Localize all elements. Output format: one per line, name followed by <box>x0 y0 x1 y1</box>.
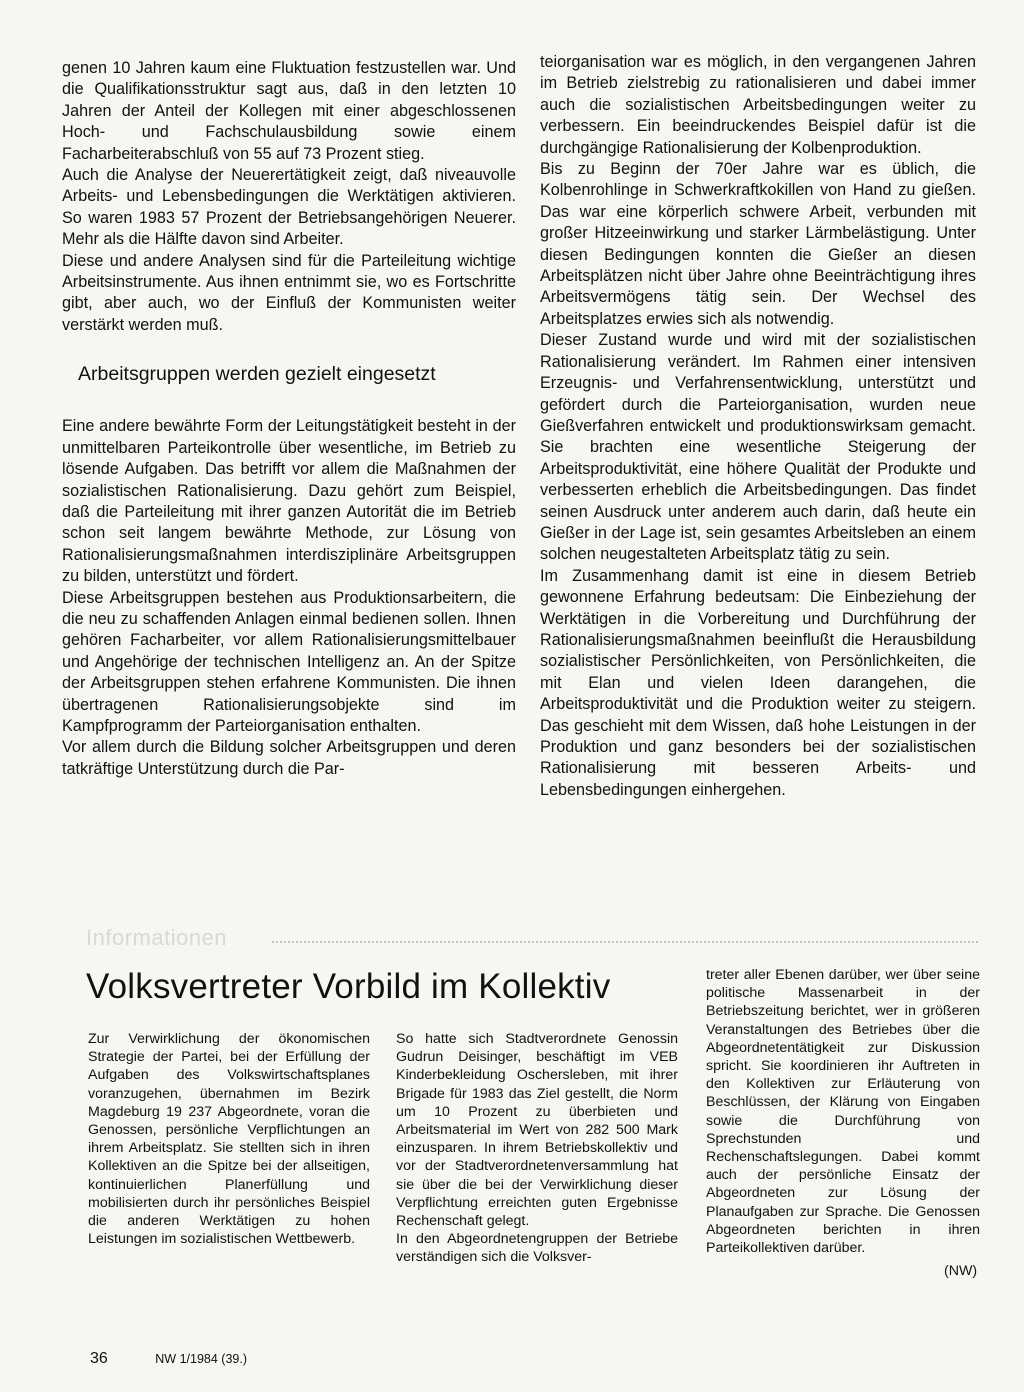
paragraph: Vor allem durch die Bildung solcher Arbeitsgruppen und deren tatkräftige Unterstützung durch die Par- <box>62 738 516 778</box>
paragraph: Dieser Zustand wurde und wird mit der sozialistischen Rationalisierung verändert. Im Rahmen einer intensiven Erzeugnis- und Verfahrensentwicklung, unterstützt und gefördert durch die Parteiorganisation, wurden neue Gießverfahren entwickelt und produktionswirksam gemacht. Sie brachten eine wesentliche Steigerung der Arbeitsproduktivität, eine höhere Qualität der Produkte und verbesserten erheblich die Arbeitsbedingungen. Das findet seinen Ausdruck unter anderem auch darin, daß heute ein Gießer in der Lage ist, sein gesamtes Arbeitsleben an einem solchen neugestalteten Arbeitsplatz tätig zu sein. <box>540 331 976 564</box>
paragraph: So hatte sich Stadtverordnete Genossin Gudrun Deisinger, beschäftigt im VEB Kinderbekleidung Oschersleben, mit ihrer Brigade für 1983 das Ziel gestellt, die Norm um 10 Prozent zu überbieten und Arbeitsmaterial im Wert von 282 500 Mark einzusparen. In ihrem Betriebskollektiv und vor der Stadtverordnetenversammlung hat sie über die bei der Verwirklichung dieser Verpflichtung erreichten guten Ergebnisse Rechenschaft gelegt. <box>396 1031 678 1230</box>
info-column-1 <box>88 1030 370 1248</box>
issue-reference: NW 1/1984 (39.) <box>155 1352 247 1366</box>
author-signature: (NW) <box>944 1263 978 1279</box>
dotted-divider <box>272 941 978 943</box>
paragraph: Auch die Analyse der Neuerertätigkeit zeigt, daß niveauvolle Arbeits- und Lebensbedingungen die Werktätigen aktivieren. So waren 1983 57 Prozent der Betriebsangehörigen Neuerer. Mehr als die Hälfte davon sind Arbeiter. <box>62 166 516 249</box>
paragraph: treter aller Ebenen darüber, wer über seine politische Massenarbeit in der Betriebszeitung berichtet, wer in größeren Veranstaltungen des Betriebes über die Abgeordnetentätigkeit zur Diskussion spricht. Sie koordinieren ihr Auftreten in den Kollektiven zur Erläuterung von Beschlüssen, der Klärung von Eingaben sowie die Durchführung von Sprechstunden und Rechenschaftslegungen. Dabei kommt auch der persönliche Einsatz der Abgeordneten zur Lösung der Planaufgaben zur Sprache. Die Genossen Abgeordneten berichten in ihren Parteikollektiven darüber. <box>706 967 980 1257</box>
paragraph: Zur Verwirklichung der ökonomischen Strategie der Partei, bei der Erfüllung der Aufgaben des Volkswirtschaftsplanes voranzugehen, übernahmen im Bezirk Magdeburg 19 237 Abgeordnete, voran die Genossen, persönliche Verpflichtungen an ihrem Arbeitsplatz. Sie stellten sich in ihren Kollektiven an die Spitze bei der allseitigen, kontinuierlichen Planerfüllung und mobilisierten durch ihr persönliches Beispiel die anderen Werktätigen zu hohen Leistungen im sozialistischen Wettbewerb. <box>88 1031 370 1248</box>
paragraph: genen 10 Jahren kaum eine Fluktuation festzustellen war. Und die Qualifikationsstruktur sagt aus, daß in den letzten 10 Jahren der Anteil der Kollegen mit einer abgeschlossenen Hoch- und Fachschulausbildung sowie einem Facharbeiterabschluß von 55 auf 73 Prozent stieg. <box>62 59 516 163</box>
paragraph: Diese Arbeitsgruppen bestehen aus Produktionsarbeitern, die die neu zu schaffenden Anlagen einmal bedienen sollen. Ihnen gehören Facharbeiter, vor allem Rationalisierungsmittelbauer und Angehörige der technischen Intelligenz an. An der Spitze der Arbeitsgruppen stehen erfahrene Kommunisten. Die ihnen übertragenen Rationalisierungsobjekte sind im Kampfprogramm der Parteiorganisation enthalten. <box>62 588 516 735</box>
info-column-2 <box>396 1030 678 1267</box>
info-column-3 <box>706 966 980 1257</box>
article-left-column <box>62 58 516 780</box>
info-headline: Volksvertreter Vorbild im Kollektiv <box>86 967 611 1006</box>
section-subheading: Arbeitsgruppen werden gezielt eingesetzt <box>78 363 436 386</box>
page-number: 36 <box>90 1350 108 1367</box>
paragraph: Bis zu Beginn der 70er Jahre war es üblich, die Kolbenrohlinge in Schwerkraftkokillen von Hand zu gießen. Das war eine körperlich schwere Arbeit, verbunden mit großer Hitzeeinwirkung und starker Lärmbelästigung. Unter diesen Bedingungen konnten die Gießer an diesen Arbeitsplätzen nicht über Jahre ohne Beeinträchtigung ihres Arbeitsvermögens tätig sein. Der Wechsel des Arbeitsplatzes erwies sich als notwendig. <box>540 160 976 328</box>
paragraph: Im Zusammenhang damit ist eine in diesem Betrieb gewonnene Erfahrung bedeutsam: Die Einbeziehung der Werktätigen in die Vorbereitung und Durchführung der Rationalisierungsmaßnahmen beeinflußt die Herausbildung sozialistischer Persönlichkeiten, von Persönlichkeiten, die mit Elan und vielen Ideen darangehen, die Arbeitsproduktivität und die Produktion weiter zu steigern. Das geschieht mit dem Wissen, daß hohe Leistungen in der Produktion und ganz besonders bei der sozialistischen Rationalisierung mit besseren Arbeits- und Lebensbedingungen einhergehen. <box>540 566 976 799</box>
info-section-label: Informationen <box>86 925 228 950</box>
info-section-bar <box>86 924 978 954</box>
page-footer <box>90 1350 247 1368</box>
article-right-column <box>540 52 976 801</box>
paragraph: Eine andere bewährte Form der Leitungstätigkeit besteht in der unmittelbaren Parteikontrolle über wesentliche, im Betrieb zu lösende Aufgaben. Das betrifft vor allem die Maßnahmen der sozialistischen Rationalisierung. Dazu gehört zum Beispiel, daß die Parteileitung mit ihrer ganzen Autorität die im Betrieb schon seit langem bewährte Methode, zur Lösung von Rationalisierungsmaßnahmen interdisziplinäre Arbeitsgruppen zu bilden, unterstützt und fördert. <box>62 417 516 586</box>
paragraph: Diese und andere Analysen sind für die Parteileitung wichtige Arbeitsinstrumente. Aus ihnen entnimmt sie, wo es Fortschritte gibt, aber auch, wo der Einfluß der Kommunisten weiter verstärkt werden muß. <box>62 251 516 334</box>
paragraph: teiorganisation war es möglich, in den vergangenen Jahren im Betrieb zielstrebig zu rationalisieren und dabei immer auch die sozialistischen Arbeitsbedingungen weiter zu verbessern. Ein beeindruckendes Beispiel dafür ist die durchgängige Rationalisierung der Kolbenproduktion. <box>540 53 976 157</box>
paragraph: In den Abgeordnetengruppen der Betriebe verständigen sich die Volksver- <box>396 1231 678 1266</box>
